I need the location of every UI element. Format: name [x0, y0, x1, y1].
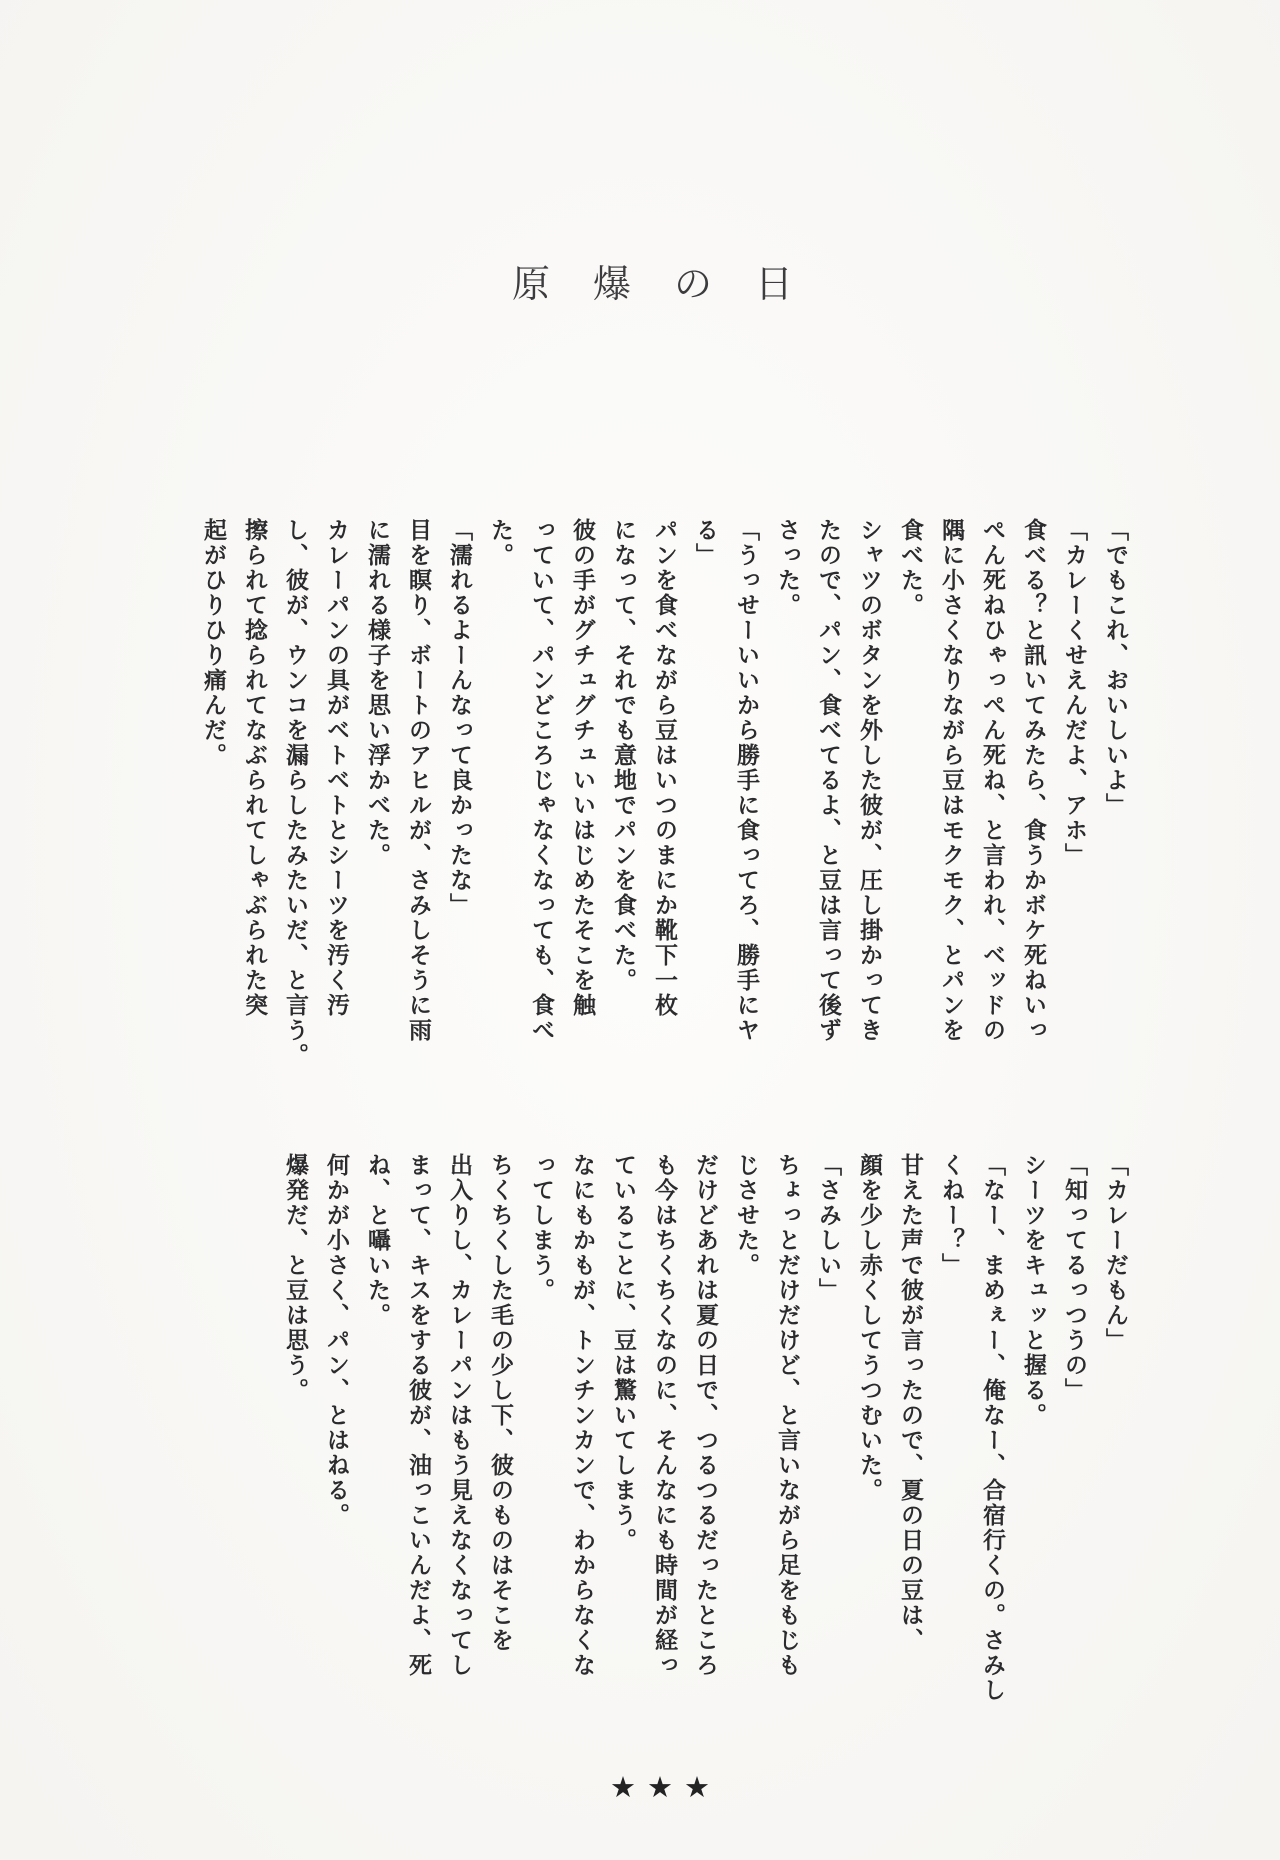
text-column: っていて、パンどころじゃなくなっても、食べ [528, 518, 554, 1043]
text-column: 彼の手がグチュグチュいいはじめたそこを触 [569, 518, 595, 1018]
text-column: 「うっせーいいから勝手に食ってろ、勝手にヤ [733, 518, 759, 1043]
text-column: 出入りし、カレーパンはもう見えなくなってし [446, 1153, 472, 1678]
text-column: 食べる？と訊いてみたら、食うかボケ死ねいっ [1020, 518, 1046, 1043]
text-column: 「知ってるっつうの」 [1061, 1153, 1087, 1403]
text-column: も今はちくちくなのに、そんなにも時間が経っ [651, 1153, 677, 1678]
text-column: 「カレーだもん」 [1102, 1153, 1128, 1353]
section-divider-stars-icon: ★★★ [610, 1770, 721, 1804]
text-column: まって、キスをする彼が、油っこいんだよ、死 [405, 1153, 431, 1678]
text-column: 「でもこれ、おいしいよ」 [1102, 518, 1128, 818]
text-column: になって、それでも意地でパンを食べた。 [610, 518, 636, 993]
text-column: シャツのボタンを外した彼が、圧し掛かってき [856, 518, 882, 1043]
story-block-1 [192, 518, 1135, 1078]
text-column: た。 [487, 518, 513, 568]
text-column: ぺん死ねひゃっぺん死ね、と言われ、ベッドの [979, 518, 1005, 1043]
text-column: カレーパンの具がベトベトとシーツを汚く汚 [323, 518, 349, 1018]
text-column: に濡れる様子を思い浮かべた。 [364, 518, 390, 868]
text-column: 顔を少し赤くしてうつむいた。 [856, 1153, 882, 1503]
text-column: 擦られて捻られてなぶられてしゃぶられた突 [241, 518, 267, 1018]
text-column: だけどあれは夏の日で、つるつるだったところ [692, 1153, 718, 1678]
text-column: し、彼が、ウンコを漏らしたみたいだ、と言う。 [282, 518, 308, 1068]
text-column: シーツをキュッと握る。 [1020, 1153, 1046, 1428]
text-column: じさせた。 [733, 1153, 759, 1278]
text-column: たので、パン、食べてるよ、と豆は言って後ず [815, 518, 841, 1043]
text-column: 「さみしい」 [815, 1153, 841, 1303]
text-column: ってしまう。 [528, 1153, 554, 1303]
text-column: 何かが小さく、パン、とはねる。 [323, 1153, 349, 1528]
text-column: ね、と囁いた。 [364, 1153, 390, 1328]
text-column: ていることに、豆は驚いてしまう。 [610, 1153, 636, 1553]
text-column: ちょっとだけだけど、と言いながら足をもじも [774, 1153, 800, 1678]
text-column: る」 [692, 518, 718, 568]
text-column: さった。 [774, 518, 800, 618]
text-column: 「なー、まめぇー、俺なー、合宿行くの。さみし [979, 1153, 1005, 1703]
story-block-2 [274, 1153, 1135, 1713]
text-column: なにもかもが、トンチンカンで、わからなくな [569, 1153, 595, 1678]
text-column: 隅に小さくなりながら豆はモクモク、とパンを [938, 518, 964, 1043]
text-column: 「濡れるよーんなって良かったな」 [446, 518, 472, 918]
text-column: パンを食べながら豆はいつのまにか靴下一枚 [651, 518, 677, 1018]
text-column: 食べた。 [897, 518, 923, 618]
text-column: 目を瞑り、ボートのアヒルが、さみしそうに雨 [405, 518, 431, 1043]
text-column: 甘えた声で彼が言ったので、夏の日の豆は、 [897, 1153, 923, 1653]
text-column: ちくちくした毛の少し下、彼のものはそこを [487, 1153, 513, 1653]
text-column: 起がひりひり痛んだ。 [200, 518, 226, 768]
text-column: くねー？」 [938, 1153, 964, 1278]
text-column: 「カレーくせえんだよ、アホ」 [1061, 518, 1087, 868]
page-title: 原爆の日 [512, 264, 837, 306]
text-column: 爆発だ、と豆は思う。 [282, 1153, 308, 1403]
